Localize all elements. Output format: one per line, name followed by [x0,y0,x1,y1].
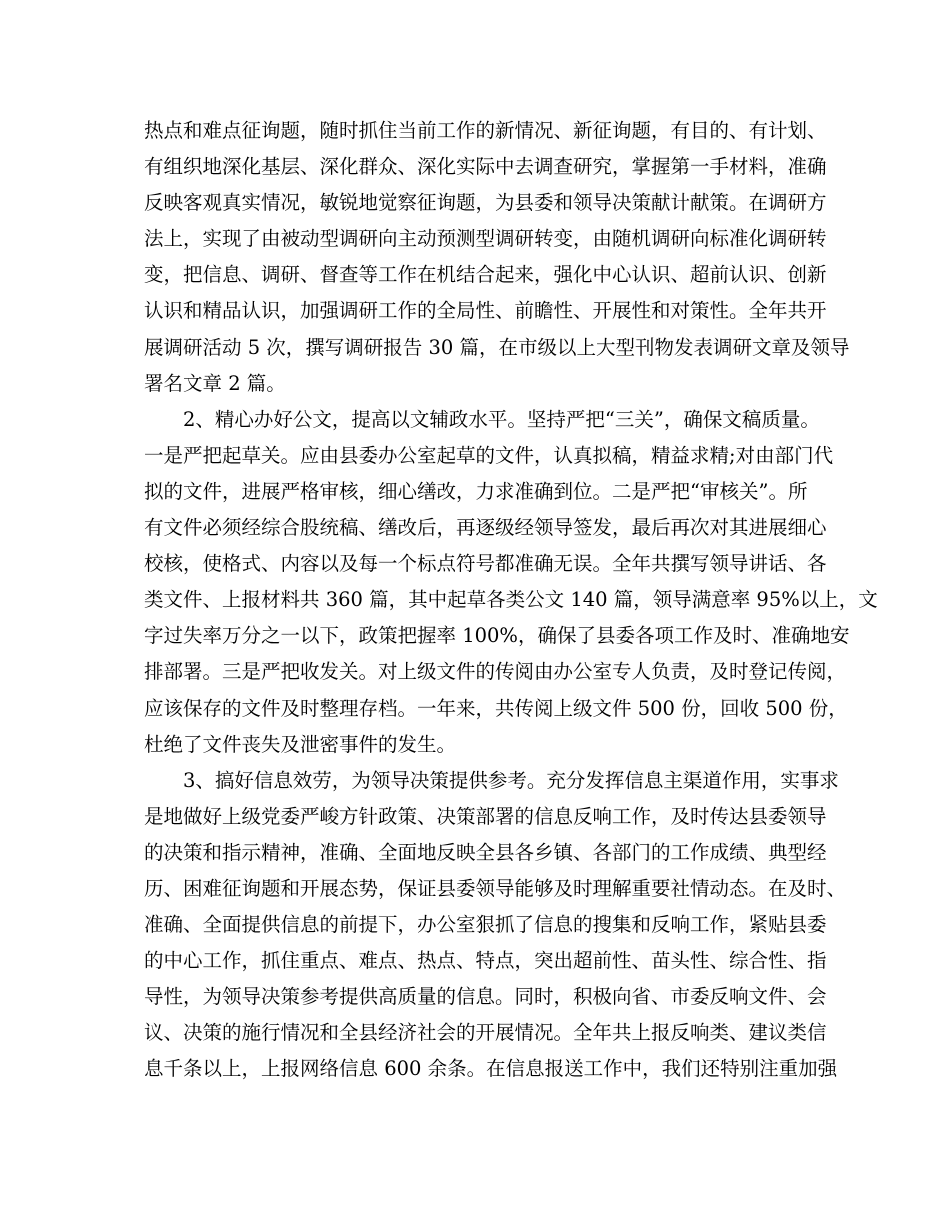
text-line: 息千条以上，上报网络信息 600 余条。在信息报送工作中，我们还特别注重加强 [144,1057,838,1081]
text-line: 署名文章 2 篇。 [144,371,286,395]
paragraph-2 [144,402,878,763]
text-line: 展调研活动 5 次，撰写调研报告 30 篇，在市级以上大型刊物发表调研文章及领导 [144,335,850,359]
text-line: 的中心工作，抓住重点、难点、热点、特点，突出超前性、苗头性、综合性、指 [144,949,827,973]
text-line: 字过失率万分之一以下，政策把握率 100%，确保了县委各项工作及时、准确地安 [144,624,850,648]
text-line: 的决策和指示精神，准确、全面地反映全县各乡镇、各部门的工作成绩、典型经 [144,840,827,864]
text-line: 2、精心办好公文，提高以文辅政水平。坚持严把“三关”，确保文稿质量。 [144,407,820,431]
text-line: 是地做好上级党委严峻方针政策、决策部署的信息反响工作，及时传达县委领导 [144,804,827,828]
paragraph-3 [144,763,847,1088]
text-line: 有文件必须经综合股统稿、缮改后，再逐级经领导签发，最后再次对其进展细心 [144,516,827,540]
text-line: 热点和难点征询题，随时抓住当前工作的新情况、新征询题，有目的、有计划、 [144,119,827,142]
text-line: 杜绝了文件丧失及泄密事件的发生。 [144,732,457,756]
text-line: 法上，实现了由被动型调研向主动预测型调研转变，由随机调研向标准化调研转 [144,227,827,251]
body-text [144,113,878,1088]
text-line: 拟的文件，进展严格审核，细心缮改，力求准确到位。二是严把“审核关”。所 [144,479,808,503]
text-line: 排部署。三是严把收发关。对上级文件的传阅由办公室专人负责，及时登记传阅， [144,660,847,684]
text-line: 认识和精品认识，加强调研工作的全局性、前瞻性、开展性和对策性。全年共开 [144,299,827,323]
text-line: 3、搞好信息效劳，为领导决策提供参考。充分发挥信息主渠道作用，实事求 [144,768,839,792]
text-line: 反映客观真实情况，敏锐地觉察征询题，为县委和领导决策献计献策。在调研方 [144,191,827,215]
text-line: 应该保存的文件及时整理存档。一年来，共传阅上级文件 500 份，回收 500 份， [144,696,848,720]
text-line: 有组织地深化基层、深化群众、深化实际中去调查研究，掌握第一手材料，准确 [144,155,827,179]
text-line: 变，把信息、调研、督查等工作在机结合起来，强化中心认识、超前认识、创新 [144,263,827,287]
paragraph-1 [144,113,850,402]
text-line: 历、困难征询题和开展态势，保证县委领导能够及时理解重要社情动态。在及时、 [144,876,847,900]
text-line: 准确、全面提供信息的前提下，办公室狠抓了信息的搜集和反响工作，紧贴县委 [144,913,827,937]
text-line: 导性，为领导决策参考提供高质量的信息。同时，积极向省、市委反响文件、会 [144,985,827,1009]
text-line: 议、决策的施行情况和全县经济社会的开展情况。全年共上报反响类、建议类信 [144,1021,827,1045]
text-line: 校核，使格式、内容以及每一个标点符号都准确无误。全年共撰写领导讲话、各 [144,552,827,576]
text-line: 类文件、上报材料共 360 篇，其中起草各类公文 140 篇，领导满意率 95%以上，文 [144,588,878,612]
text-line: 一是严把起草关。应由县委办公室起草的文件，认真拟稿，精益求精;对由部门代 [144,443,834,467]
